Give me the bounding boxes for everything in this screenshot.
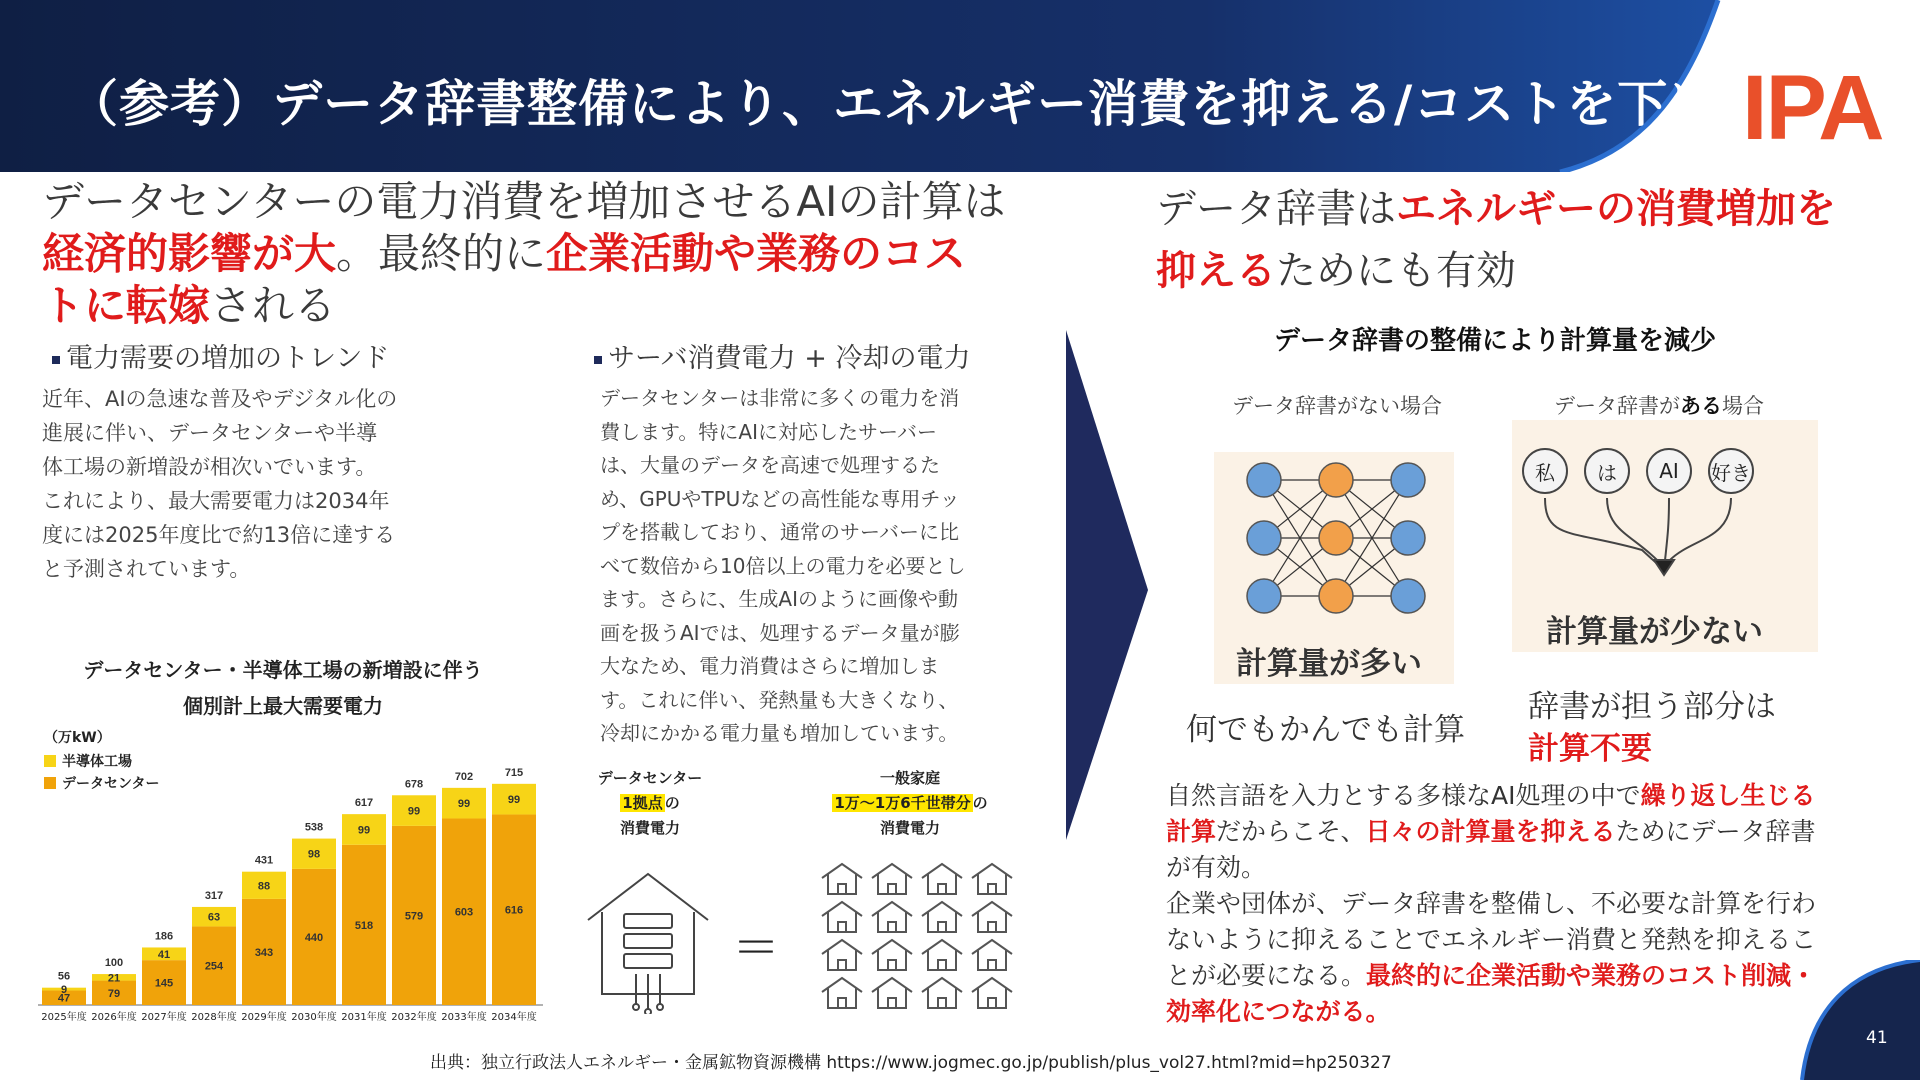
- bar-total-label: 715: [504, 766, 524, 779]
- headline-text: データセンターの電力消費を増加させるAIの計算は: [42, 177, 1006, 226]
- headline-text: データ辞書は: [1156, 186, 1396, 232]
- headline-emphasis: 企業活動や業務のコス: [546, 229, 967, 278]
- body-line: と予測されています。: [42, 557, 251, 581]
- x-tick-label: 2033年度: [441, 1012, 487, 1023]
- network-node: [1319, 579, 1353, 613]
- slide-title: （参考）データ辞書整備により、エネルギー消費を抑える/コストを下げる: [68, 75, 1771, 133]
- x-tick-label: 2032年度: [391, 1012, 437, 1023]
- body-line: 進展に伴い、データセンターや半導: [42, 421, 378, 445]
- dictionary-panel: [1512, 420, 1818, 652]
- label-text: 場合: [1722, 394, 1764, 418]
- token-bubble: AI: [1646, 448, 1692, 494]
- datacenter-caption: [580, 766, 720, 841]
- paragraph-text: 企業や団体が、データ辞書を整備し、不必要な計算を行わ: [1166, 889, 1817, 918]
- body-line: ます。さらに、生成AIのように画像や動: [600, 587, 958, 611]
- household-icons-grid: [822, 864, 1012, 1008]
- page-number: 41: [1866, 1028, 1888, 1048]
- body-line: 大なため、電力消費はさらに増加しま: [600, 654, 940, 678]
- dictionary-caption: [1528, 686, 1776, 770]
- caption-line: 一般家庭: [879, 769, 940, 787]
- right-headline: [1156, 178, 1876, 302]
- house-icon: [972, 940, 1012, 970]
- house-icon: [922, 902, 962, 932]
- network-node: [1319, 521, 1353, 555]
- chart-title-line-2: 個別計上最大需要電力: [183, 694, 383, 718]
- diagram-title: データ辞書の整備により計算量を減少: [1273, 326, 1716, 356]
- bar-value-label: 98: [307, 848, 321, 861]
- house-icon: [922, 978, 962, 1008]
- house-icon: [922, 940, 962, 970]
- house-icon: [872, 902, 912, 932]
- headline-emphasis: エネルギーの消費増加を: [1396, 186, 1836, 232]
- body-line: 費します。特にAIに対応したサーバー: [600, 419, 937, 444]
- server-heading: [594, 336, 970, 375]
- body-line: これにより、最大需要電力は2034年: [42, 489, 390, 513]
- heavy-compute-caption: 計算量が多い: [1236, 646, 1422, 682]
- conclusion-paragraph: [1166, 778, 1846, 1030]
- token-bubble: 私: [1522, 448, 1568, 494]
- bar-value-label: 99: [407, 805, 421, 818]
- x-tick-label: 2028年度: [191, 1012, 237, 1023]
- bar-total-label: 431: [254, 854, 274, 867]
- caption-highlight: 1万～1万6千世帯分: [834, 794, 971, 812]
- bar-value-label: 343: [254, 946, 274, 959]
- house-icon: [822, 978, 862, 1008]
- legend-label: データセンター: [62, 776, 160, 792]
- bar-value-label: 41: [157, 948, 171, 961]
- house-icon: [972, 978, 1012, 1008]
- network-node: [1391, 463, 1425, 497]
- bar-value-label: 579: [404, 910, 424, 923]
- paragraph-text: ためにデータ辞書: [1615, 817, 1816, 846]
- chart-unit-label: （万kW）: [44, 730, 111, 746]
- network-node: [1247, 463, 1281, 497]
- caption-line: データセンター: [597, 769, 703, 787]
- bullet-square-icon: [594, 356, 602, 364]
- bar-value-label: 99: [357, 824, 371, 837]
- paragraph-text: とが必要になる。: [1166, 961, 1367, 990]
- network-node: [1247, 579, 1281, 613]
- datacenter-house-icon: [588, 874, 708, 1014]
- headline-text: される: [210, 281, 337, 330]
- paragraph-emphasis: 日々の計算量を抑える: [1365, 817, 1616, 846]
- bar-value-label: 616: [504, 904, 524, 917]
- body-line: 体工場の新増設が相次いでいます。: [42, 455, 377, 479]
- legend-swatch: [44, 777, 56, 789]
- paragraph-emphasis: 計算: [1166, 817, 1217, 846]
- body-line: べて数倍から10倍以上の電力を必要とし: [600, 553, 966, 578]
- network-node: [1319, 463, 1353, 497]
- server-body: [600, 382, 1020, 751]
- compute-everything-caption: 何でもかんでも計算: [1186, 712, 1465, 748]
- x-tick-label: 2034年度: [491, 1012, 537, 1023]
- headline-emphasis: 抑える: [1156, 248, 1276, 294]
- network-node: [1247, 521, 1281, 555]
- corner-decoration: [1800, 960, 1920, 1080]
- caption-line: の: [664, 794, 680, 812]
- token-bubble: 好き: [1708, 448, 1754, 494]
- x-tick-label: 2027年度: [141, 1012, 187, 1023]
- caption-emphasis: 計算不要: [1528, 731, 1652, 767]
- network-node: [1391, 521, 1425, 555]
- house-icon: [922, 864, 962, 894]
- bar-value-label: 21: [107, 972, 121, 985]
- legend-label: 半導体工場: [62, 754, 132, 770]
- bar-value-label: 63: [207, 911, 221, 924]
- chevron-right-divider-icon: [1066, 330, 1152, 850]
- bar-value-label: 88: [257, 880, 271, 893]
- bar-value-label: 99: [507, 794, 521, 807]
- bar-value-label: 145: [154, 977, 174, 990]
- trend-heading-text: 電力需要の増加のトレンド: [66, 343, 390, 374]
- body-line: 冷却にかかる電力量も増加しています。: [600, 721, 959, 745]
- paragraph-emphasis: 効率化につながる: [1166, 997, 1366, 1026]
- neural-network-panel: [1214, 452, 1454, 684]
- paragraph-text: が有効。: [1166, 853, 1267, 882]
- caption-highlight: 1拠点: [622, 794, 663, 812]
- bar-total-label: 538: [304, 821, 324, 834]
- bar-value-label: 440: [304, 931, 324, 944]
- with-dictionary-label: [1554, 390, 1764, 420]
- house-icon: [822, 940, 862, 970]
- house-icon: [822, 864, 862, 894]
- body-line: 近年、AIの急速な普及やデジタル化の: [42, 387, 398, 411]
- datacenter-household-comparison: [580, 766, 1020, 1016]
- network-node: [1391, 579, 1425, 613]
- title-banner: [0, 0, 1920, 172]
- label-emphasis: ある: [1680, 394, 1722, 418]
- household-caption: [800, 766, 1020, 841]
- bullet-square-icon: [52, 356, 60, 364]
- caption-line: の: [972, 794, 988, 812]
- paragraph-text: 自然言語を入力とする多様なAI処理の中で: [1166, 781, 1641, 810]
- x-tick-label: 2026年度: [91, 1012, 137, 1023]
- stacked-bar-chart: [38, 725, 543, 1025]
- headline-text: ためにも有効: [1276, 248, 1516, 294]
- chart-title-line-1: データセンター・半導体工場の新増設に伴う: [83, 658, 483, 682]
- house-icon: [872, 978, 912, 1008]
- paragraph-emphasis: 。: [1365, 997, 1391, 1026]
- bar-total-label: 702: [454, 770, 474, 783]
- token-bubble: は: [1584, 448, 1630, 494]
- x-tick-label: 2031年度: [341, 1012, 387, 1023]
- bar-value-label: 47: [57, 992, 71, 1005]
- server-heading-text: サーバ消費電力 + 冷却の電力: [608, 343, 971, 374]
- bar-value-label: 79: [107, 987, 121, 1000]
- bar-total-label: 56: [57, 970, 71, 983]
- legend-swatch: [44, 755, 56, 767]
- trend-body: [42, 382, 522, 586]
- trend-heading: [52, 336, 389, 375]
- equals-sign: ＝: [731, 922, 781, 975]
- house-icon: [972, 864, 1012, 894]
- neural-network-icon: [1214, 452, 1454, 632]
- label-text: データ辞書が: [1554, 394, 1680, 418]
- source-citation: 出典：独立行政法人エネルギー・金属鉱物資源機構 https://www.jogmec.go.jp/publish/plus_vol27.html?mid=hp250327: [430, 1053, 1392, 1073]
- x-tick-label: 2029年度: [241, 1012, 287, 1023]
- bar-total-label: 100: [104, 957, 124, 970]
- household-illustration: [580, 854, 1020, 1014]
- caption-line: 消費電力: [879, 819, 940, 837]
- house-icon: [872, 864, 912, 894]
- paragraph-text: だからこそ、: [1216, 817, 1366, 846]
- x-tick-label: 2030年度: [291, 1012, 337, 1023]
- bar-total-label: 317: [204, 889, 224, 902]
- bar-value-label: 99: [457, 798, 471, 811]
- caption-line: 消費電力: [619, 819, 680, 837]
- x-tick-label: 2025年度: [41, 1012, 87, 1023]
- headline-text: 。最終的に: [336, 229, 547, 278]
- house-icon: [822, 902, 862, 932]
- body-line: 画を扱うAIでは、処理するデータ量が膨: [600, 620, 960, 645]
- body-line: データセンターは非常に多くの電力を消: [600, 386, 960, 410]
- headline-emphasis: 経済的影響が大: [42, 229, 337, 278]
- body-line: 度には2025年度比で約13倍に達する: [42, 523, 396, 547]
- bar-total-label: 186: [154, 930, 174, 943]
- paragraph-text: ないように抑えることでエネルギー消費と発熱を抑えるこ: [1166, 925, 1817, 954]
- light-compute-caption: 計算量が少ない: [1546, 614, 1763, 650]
- bar-total-label: 678: [404, 778, 424, 791]
- body-line: は、大量のデータを高速で処理するた: [600, 453, 940, 477]
- bar-value-label: 518: [354, 919, 374, 932]
- bar-total-label: 617: [354, 797, 374, 810]
- paragraph-emphasis: 繰り返し生じる: [1640, 781, 1816, 810]
- left-headline: [42, 176, 1082, 332]
- house-icon: [872, 940, 912, 970]
- caption-line: 辞書が担う部分は: [1528, 689, 1776, 725]
- body-line: す。これに伴い、発熱量も大きくなり、: [600, 687, 959, 712]
- bar-value-label: 254: [204, 960, 224, 973]
- body-line: プを搭載しており、通常のサーバーに比: [600, 520, 959, 544]
- ipa-logo: IPA: [1742, 57, 1883, 159]
- body-line: め、GPUやTPUなどの高性能な専用チッ: [600, 486, 960, 511]
- bar-value-label: 603: [454, 906, 474, 919]
- bar-value-label: 9: [60, 984, 68, 997]
- house-icon: [972, 902, 1012, 932]
- headline-emphasis: トに転嫁: [42, 281, 211, 330]
- without-dictionary-label: データ辞書がない場合: [1232, 394, 1442, 418]
- paragraph-emphasis: 最終的に企業活動や業務のコスト削減・: [1366, 961, 1817, 990]
